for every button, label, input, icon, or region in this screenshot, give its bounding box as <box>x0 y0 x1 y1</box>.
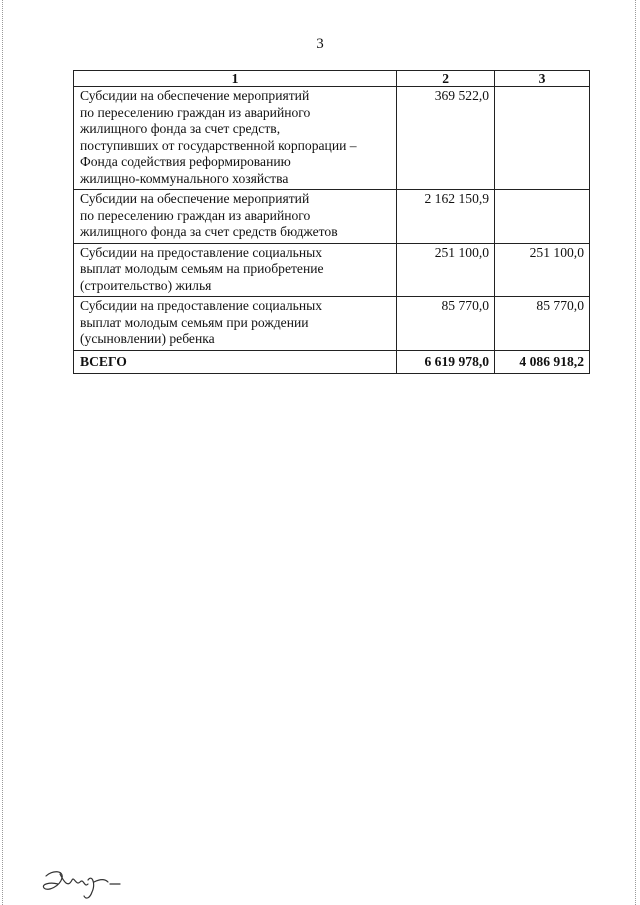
row-value-col2: 2 162 150,9 <box>397 190 495 244</box>
table-header-row <box>74 71 590 87</box>
table-row <box>74 190 590 244</box>
row-value-col2: 85 770,0 <box>397 297 495 351</box>
subsidies-table <box>73 70 590 374</box>
row-value-col3 <box>495 87 590 190</box>
scan-edge-left <box>2 0 5 905</box>
column-header-2: 2 <box>397 71 495 87</box>
row-description: Субсидии на предоставление социальных выплат молодым семьям при рождении (усыновлении) ребенка <box>74 297 397 351</box>
scan-edge-right <box>635 0 638 905</box>
row-value-col2: 369 522,0 <box>397 87 495 190</box>
row-description: Субсидии на предоставление социальных выплат молодым семьям на приобретение (строительство) жилья <box>74 243 397 297</box>
total-label: ВСЕГО <box>74 350 397 374</box>
column-header-3: 3 <box>495 71 590 87</box>
row-value-col3: 251 100,0 <box>495 243 590 297</box>
row-value-col2: 251 100,0 <box>397 243 495 297</box>
row-value-col3: 85 770,0 <box>495 297 590 351</box>
total-row <box>74 350 590 374</box>
column-header-1: 1 <box>74 71 397 87</box>
row-description: Субсидии на обеспечение мероприятий по переселению граждан из аварийного жилищного фонда за счет средств, поступивших от государственной корпорации – Фонда содействия реформированию жилищно-коммунального хозяйства <box>74 87 397 190</box>
page-number: 3 <box>316 36 324 52</box>
total-value-col2: 6 619 978,0 <box>397 350 495 374</box>
table-row <box>74 297 590 351</box>
total-value-col3: 4 086 918,2 <box>495 350 590 374</box>
table-row <box>74 87 590 190</box>
row-value-col3 <box>495 190 590 244</box>
row-description: Субсидии на обеспечение мероприятий по переселению граждан из аварийного жилищного фонда за счет средств бюджетов <box>74 190 397 244</box>
table-row <box>74 243 590 297</box>
handwritten-signature <box>38 862 128 902</box>
